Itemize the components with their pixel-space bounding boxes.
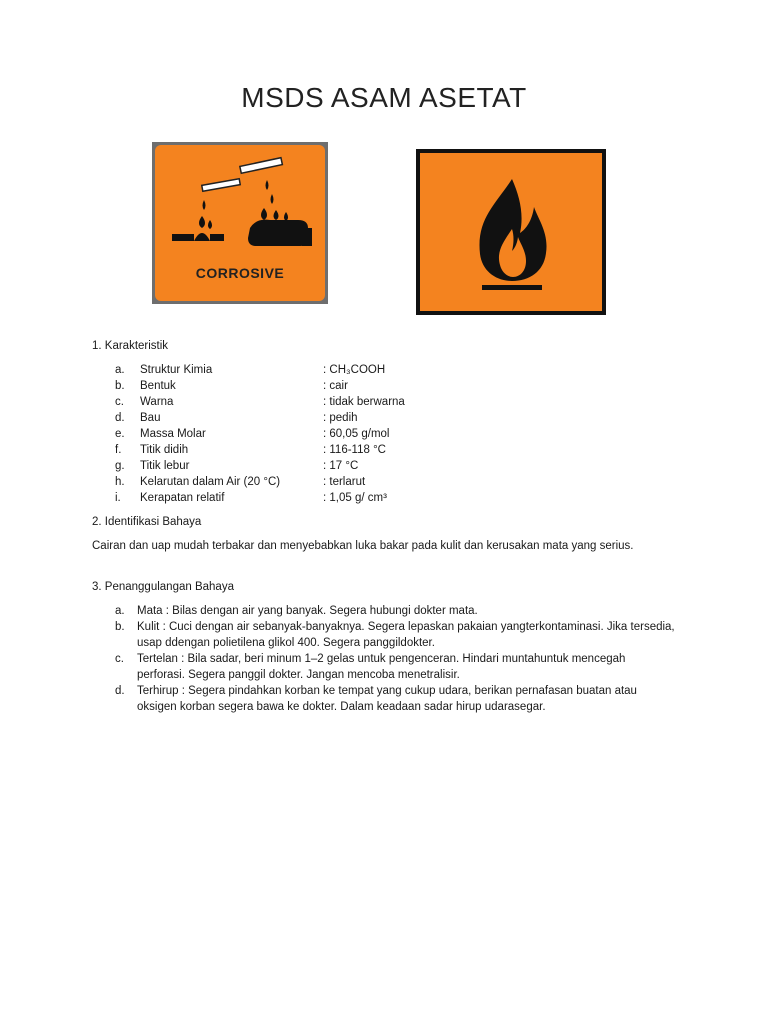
first-aid-text: Terhirup : Segera pindahkan korban ke tempat yang cukup udara, berikan pernafasan buatan atau oksigen korban segera bawa ke dokter. Dalam keadaan sadar hirup udarasegar. [137, 685, 637, 713]
property-value: : 17 °C [323, 460, 359, 472]
list-item [115, 394, 675, 410]
corrosive-label: CORROSIVE [195, 265, 285, 281]
corrosive-hazard-icon [152, 142, 328, 304]
section2-heading: 2. Identifikasi Bahaya [92, 516, 202, 528]
document-title: MSDS ASAM ASETAT [241, 82, 527, 113]
list-marker: a. [115, 364, 125, 376]
list-item [115, 683, 675, 715]
property-name: Bentuk [140, 380, 176, 392]
list-item [115, 619, 675, 651]
list-marker: c. [115, 653, 124, 665]
list-marker: i. [115, 492, 121, 504]
list-item [115, 490, 675, 506]
list-item [115, 378, 675, 394]
property-name: Bau [140, 412, 161, 424]
list-item [115, 474, 675, 490]
section1-heading: 1. Karakteristik [92, 340, 169, 352]
list-marker: b. [115, 380, 125, 392]
property-value: : tidak berwarna [323, 396, 405, 408]
property-name: Kerapatan relatif [140, 492, 225, 504]
property-value: : pedih [323, 412, 358, 424]
property-value: : cair [323, 380, 348, 392]
list-marker: b. [115, 621, 125, 633]
list-marker: c. [115, 396, 124, 408]
list-marker: g. [115, 460, 125, 472]
list-marker: f. [115, 444, 122, 456]
hazard-description: Cairan dan uap mudah terbakar dan menyebabkan luka bakar pada kulit dan kerusakan mata yang serius. [92, 540, 634, 552]
properties-list [115, 362, 675, 506]
first-aid-text: Mata : Bilas dengan air yang banyak. Segera hubungi dokter mata. [137, 605, 478, 617]
property-value: : CH₃COOH [323, 364, 386, 376]
list-item [115, 362, 675, 378]
first-aid-text: Tertelan : Bila sadar, beri minum 1–2 gelas untuk pengenceran. Hindari muntahuntuk mencegah perforasi. Segera panggil dokter. Jangan mencoba menetralisir. [137, 653, 626, 681]
list-marker: d. [115, 412, 125, 424]
list-item [115, 442, 675, 458]
property-name: Titik lebur [140, 460, 190, 472]
property-name: Warna [140, 396, 174, 408]
property-name: Kelarutan dalam Air (20 °C) [140, 476, 281, 488]
property-name: Titik didih [140, 444, 189, 456]
list-marker: a. [115, 605, 125, 617]
property-value: : terlarut [323, 476, 366, 488]
property-value: : 1,05 g/ cm³ [323, 492, 387, 504]
property-name: Struktur Kimia [140, 364, 213, 376]
first-aid-text: Kulit : Cuci dengan air sebanyak-banyaknya. Segera lepaskan pakaian yangterkontaminasi. Jika tersedia, usap ddengan polietilena glikol 400. Segera panggildokter. [137, 621, 675, 649]
list-item [115, 603, 675, 619]
list-item [115, 410, 675, 426]
flammable-hazard-icon [416, 149, 606, 315]
property-value: : 116-118 °C [323, 444, 386, 456]
property-value: : 60,05 g/mol [323, 428, 390, 440]
section3-heading: 3. Penanggulangan Bahaya [92, 581, 234, 593]
list-item [115, 651, 675, 683]
list-item [115, 458, 675, 474]
list-item [115, 426, 675, 442]
first-aid-list [115, 603, 675, 715]
list-marker: e. [115, 428, 125, 440]
property-name: Massa Molar [140, 428, 206, 440]
list-marker: h. [115, 476, 125, 488]
list-marker: d. [115, 685, 125, 697]
